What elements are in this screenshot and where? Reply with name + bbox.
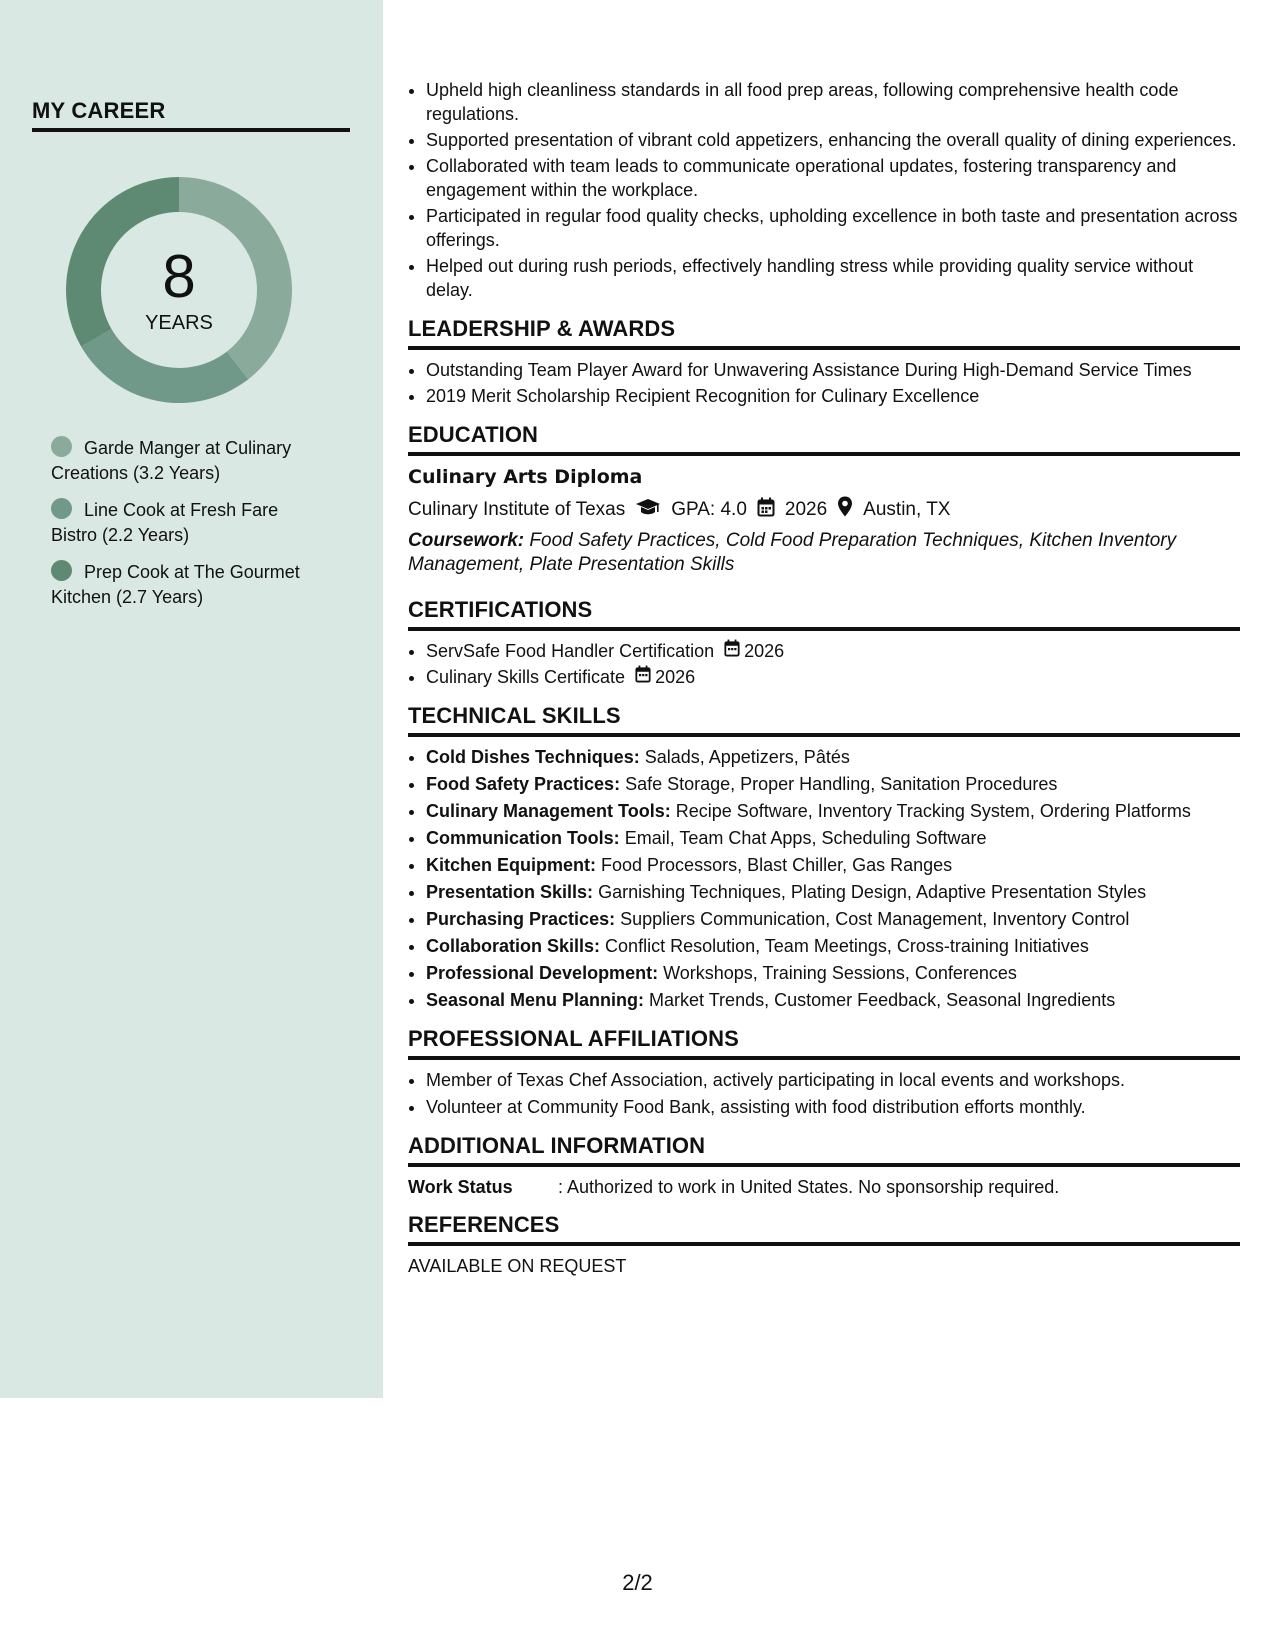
list-item bbox=[426, 826, 1240, 850]
skill-value: Safe Storage, Proper Handling, Sanitation Procedures bbox=[625, 774, 1058, 794]
section-heading: PROFESSIONAL AFFILIATIONS bbox=[408, 1026, 1240, 1060]
school-location: Austin, TX bbox=[863, 498, 951, 520]
gpa: GPA: 4.0 bbox=[671, 498, 747, 520]
page-number: 2/2 bbox=[622, 1570, 653, 1595]
affiliations-list bbox=[408, 1068, 1240, 1119]
section-heading: ADDITIONAL INFORMATION bbox=[408, 1133, 1240, 1167]
calendar-icon bbox=[757, 497, 775, 523]
list-item: • Participated in regular food quality checks, upholding excellence in both taste and presentation across offerings. bbox=[426, 204, 1240, 252]
skill-label: Communication Tools: bbox=[426, 828, 620, 848]
education-details bbox=[408, 496, 1240, 523]
legend-item bbox=[51, 560, 321, 610]
legend-label: Garde Manger at Culinary Creations (3.2 Years) bbox=[51, 438, 292, 483]
additional-info-section bbox=[408, 1133, 1240, 1198]
calendar-icon bbox=[635, 665, 655, 689]
graduation-cap-icon bbox=[635, 497, 661, 523]
total-years-unit: YEARS bbox=[145, 312, 213, 334]
skill-label: Presentation Skills: bbox=[426, 882, 594, 902]
section-heading: REFERENCES bbox=[408, 1212, 1240, 1246]
coursework-label: Coursework: bbox=[408, 530, 525, 551]
skill-label: Collaboration Skills: bbox=[426, 936, 601, 956]
career-donut-chart bbox=[66, 177, 292, 403]
list-item bbox=[426, 988, 1240, 1012]
list-item: • Outstanding Team Player Award for Unwavering Assistance During High-Demand Service Times bbox=[426, 358, 1240, 382]
skill-label: Professional Development: bbox=[426, 963, 659, 983]
list-item bbox=[426, 639, 1240, 663]
skill-label: Cold Dishes Techniques: bbox=[426, 747, 640, 767]
skill-label: Kitchen Equipment: bbox=[426, 855, 596, 875]
total-years-number: 8 bbox=[162, 243, 196, 310]
career-heading: MY CAREER bbox=[32, 98, 350, 132]
legend-label: Line Cook at Fresh Fare Bistro (2.2 Years) bbox=[51, 500, 279, 545]
certification-year: 2026 bbox=[744, 641, 785, 661]
skills-section bbox=[408, 703, 1240, 1012]
education-section bbox=[408, 422, 1240, 577]
list-item bbox=[426, 934, 1240, 958]
list-item bbox=[426, 772, 1240, 796]
graduation-year: 2026 bbox=[784, 498, 828, 520]
skill-label: Food Safety Practices: bbox=[426, 774, 621, 794]
list-item: • Volunteer at Community Food Bank, assisting with food distribution efforts monthly. bbox=[426, 1095, 1240, 1119]
list-item bbox=[426, 799, 1240, 823]
legend-dot-icon bbox=[51, 560, 72, 581]
skill-value: Market Trends, Customer Feedback, Seasonal Ingredients bbox=[649, 990, 1116, 1010]
list-item: • 2019 Merit Scholarship Recipient Recognition for Culinary Excellence bbox=[426, 384, 1240, 408]
skill-value: Email, Team Chat Apps, Scheduling Software bbox=[624, 828, 987, 848]
certification-name: Culinary Skills Certificate bbox=[426, 667, 626, 687]
references-section bbox=[408, 1212, 1240, 1277]
legend-label: Prep Cook at The Gourmet Kitchen (2.7 Years) bbox=[51, 562, 300, 607]
section-heading: CERTIFICATIONS bbox=[408, 597, 1240, 631]
work-status-value: : Authorized to work in United States. No sponsorship required. bbox=[558, 1177, 1060, 1197]
legend-item bbox=[51, 498, 321, 548]
skill-label: Culinary Management Tools: bbox=[426, 801, 671, 821]
location-pin-icon bbox=[837, 496, 853, 523]
calendar-icon bbox=[724, 639, 744, 663]
section-heading: LEADERSHIP & AWARDS bbox=[408, 316, 1240, 350]
leadership-section bbox=[408, 316, 1240, 408]
degree-title: Culinary Arts Diploma bbox=[408, 466, 643, 488]
skill-label: Purchasing Practices: bbox=[426, 909, 616, 929]
section-heading: EDUCATION bbox=[408, 422, 1240, 456]
coursework-text: Food Safety Practices, Cold Food Preparation Techniques, Kitchen Inventory Management, Plate Presentation Skills bbox=[408, 530, 1177, 575]
skill-value: Recipe Software, Inventory Tracking System, Ordering Platforms bbox=[675, 801, 1191, 821]
legend-dot-icon bbox=[51, 436, 72, 457]
skills-list bbox=[408, 745, 1240, 1012]
work-status-label: Work Status bbox=[408, 1177, 513, 1197]
legend-item bbox=[51, 436, 321, 486]
career-legend bbox=[51, 436, 321, 622]
donut-segment-2 bbox=[81, 329, 248, 403]
list-item bbox=[426, 853, 1240, 877]
skill-value: Suppliers Communication, Cost Management, Inventory Control bbox=[620, 909, 1130, 929]
skill-value: Conflict Resolution, Team Meetings, Cross-training Initiatives bbox=[605, 936, 1089, 956]
list-item bbox=[426, 665, 1240, 689]
section-heading: TECHNICAL SKILLS bbox=[408, 703, 1240, 737]
certification-name: ServSafe Food Handler Certification bbox=[426, 641, 715, 661]
skill-value: Salads, Appetizers, Pâtés bbox=[644, 747, 850, 767]
list-item bbox=[426, 907, 1240, 931]
list-item: • Supported presentation of vibrant cold appetizers, enhancing the overall quality of dining experiences. bbox=[426, 128, 1240, 152]
skill-value: Workshops, Training Sessions, Conferences bbox=[663, 963, 1017, 983]
leadership-list bbox=[408, 358, 1240, 408]
certifications-list bbox=[408, 639, 1240, 689]
main-content bbox=[408, 78, 1240, 1277]
list-item: • Helped out during rush periods, effectively handling stress while providing quality service without delay. bbox=[426, 254, 1240, 302]
list-item: • Upheld high cleanliness standards in all food prep areas, following comprehensive health code regulations. bbox=[426, 78, 1240, 126]
experience-bullets bbox=[408, 78, 1240, 302]
work-status-row bbox=[408, 1177, 1240, 1198]
list-item bbox=[426, 880, 1240, 904]
list-item bbox=[426, 961, 1240, 985]
references-text: AVAILABLE ON REQUEST bbox=[408, 1256, 627, 1276]
skill-value: Food Processors, Blast Chiller, Gas Ranges bbox=[601, 855, 953, 875]
affiliations-section bbox=[408, 1026, 1240, 1119]
list-item: • Collaborated with team leads to communicate operational updates, fostering transparency and engagement within the workplace. bbox=[426, 154, 1240, 202]
skill-label: Seasonal Menu Planning: bbox=[426, 990, 645, 1010]
certifications-section bbox=[408, 597, 1240, 689]
list-item: • Member of Texas Chef Association, actively participating in local events and workshops. bbox=[426, 1068, 1240, 1092]
sidebar bbox=[0, 0, 383, 1398]
certification-year: 2026 bbox=[655, 667, 696, 687]
legend-dot-icon bbox=[51, 498, 72, 519]
school-name: Culinary Institute of Texas bbox=[408, 498, 626, 520]
coursework bbox=[408, 529, 1240, 577]
skill-value: Garnishing Techniques, Plating Design, Adaptive Presentation Styles bbox=[598, 882, 1147, 902]
list-item bbox=[426, 745, 1240, 769]
